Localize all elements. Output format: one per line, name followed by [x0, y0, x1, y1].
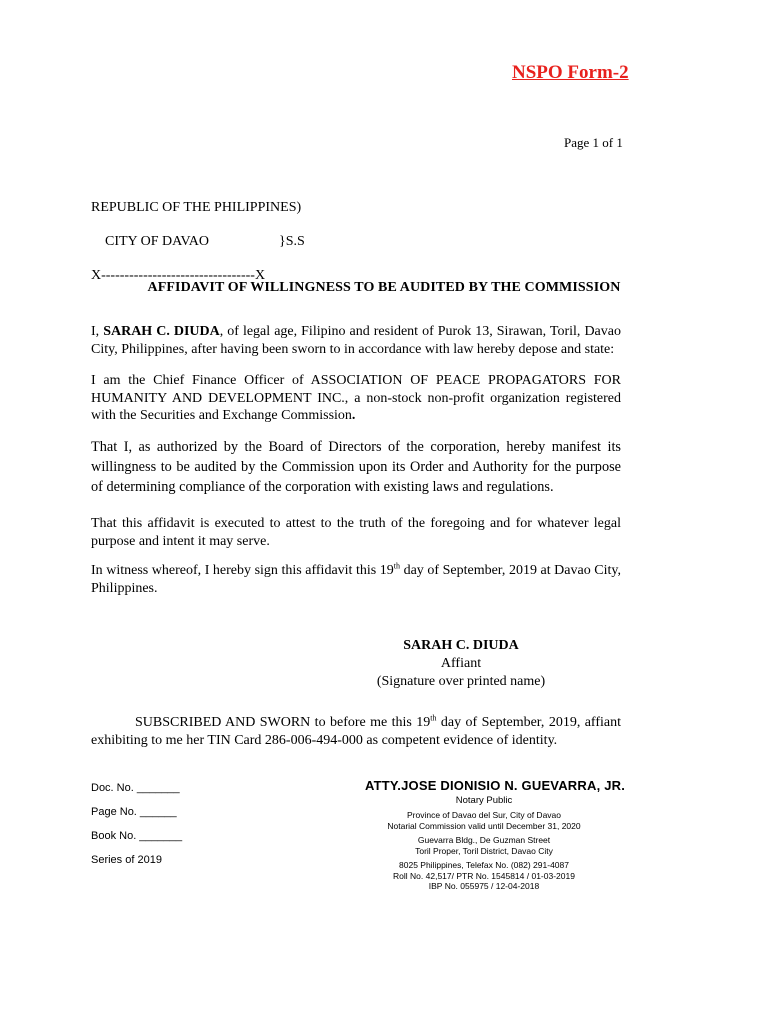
notary-name: ATTY.JOSE DIONISIO N. GUEVARRA, JR.	[364, 778, 626, 793]
venue-block	[91, 199, 305, 284]
paragraph-identity	[91, 323, 621, 358]
notary-ibp: IBP No. 055975 / 12-04-2018	[428, 881, 540, 891]
p1-prefix: I,	[91, 324, 104, 339]
affiant-name: SARAH C. DIUDA	[403, 638, 519, 653]
venue-city: CITY OF DAVAO	[105, 234, 209, 249]
affiant-signature-note: (Signature over printed name)	[376, 674, 546, 689]
notary-title: Notary Public	[455, 795, 513, 806]
notary-block	[330, 778, 670, 892]
venue-ss: }S.S	[279, 234, 305, 249]
p5-sup: th	[393, 561, 401, 571]
notary-province: Province of Davao del Sur, City of Davao	[406, 810, 562, 820]
jurat-text: day of September, 2019, affiant exhibiting to me her TIN Card 286-006-494-000 as competent evidence of identity.	[91, 715, 621, 748]
p5-prefix: In witness whereof, I hereby sign this affidavit this 19	[91, 563, 394, 578]
page-no: Page No. ______	[91, 806, 177, 818]
p5-text: day of September, 2019 at Davao City, Philippines.	[91, 563, 621, 596]
document-title: AFFIDAVIT OF WILLINGNESS TO BE AUDITED BY THE COMMISSION	[147, 280, 621, 295]
notary-roll-ptr: Roll No. 42,517/ PTR No. 1545814 / 01-03-2019	[393, 870, 575, 881]
paragraph-willingness: That I, as authorized by the Board of Directors of the corporation, hereby manifest its willingness to be audited by the Commission upon its Order and Authority for the purpose of determining compliance of the corporation with existing laws and regulations.	[91, 439, 621, 495]
notary-address-2: Toril Proper, Toril District, Davao City	[415, 845, 553, 856]
affiant-block	[311, 637, 611, 691]
notary-address-1: Guevarra Bldg., De Guzman Street	[417, 835, 551, 845]
jurat-paragraph	[91, 714, 621, 749]
series: Series of 2019	[91, 854, 162, 866]
doc-info-block	[91, 781, 182, 877]
paragraph-position	[91, 372, 621, 425]
jurat-prefix: SUBSCRIBED AND SWORN to before me this 19	[135, 715, 431, 730]
doc-no: Doc. No. _______	[91, 782, 180, 794]
p2-text: I am the Chief Finance Officer of ASSOCIATION OF PEACE PROPAGATORS FOR HUMANITY AND DEVELOPMENT INC., a non-stock non-profit organization registered with the Securities and Exchange Commission	[91, 373, 621, 423]
venue-separator: X---------------------------------X	[91, 268, 266, 283]
venue-city-row	[91, 216, 305, 267]
paragraph-witness	[91, 562, 621, 597]
notary-commission: Notarial Commission valid until December 31, 2020	[387, 820, 581, 831]
affiant-role: Affiant	[440, 656, 482, 671]
form-label: NSPO Form-2	[512, 62, 629, 83]
p1-affiant-name: SARAH C. DIUDA	[103, 324, 220, 339]
book-no: Book No. _______	[91, 830, 183, 842]
notary-telefax: 8025 Philippines, Telefax No. (082) 291-4087	[399, 860, 569, 870]
page-number: Page 1 of 1	[564, 135, 623, 150]
p2-end: .	[351, 408, 356, 423]
p1-text: , of legal age, Filipino and resident of Purok 13, Sirawan, Toril, Davao City, Philippines, after having been sworn to in accordance with law hereby depose and state:	[91, 324, 621, 357]
paragraph-attest: That this affidavit is executed to attest to the truth of the foregoing and for whatever legal purpose and intent it may serve.	[91, 516, 621, 549]
venue-republic: REPUBLIC OF THE PHILIPPINES)	[91, 200, 302, 215]
jurat-sup: th	[430, 713, 437, 723]
